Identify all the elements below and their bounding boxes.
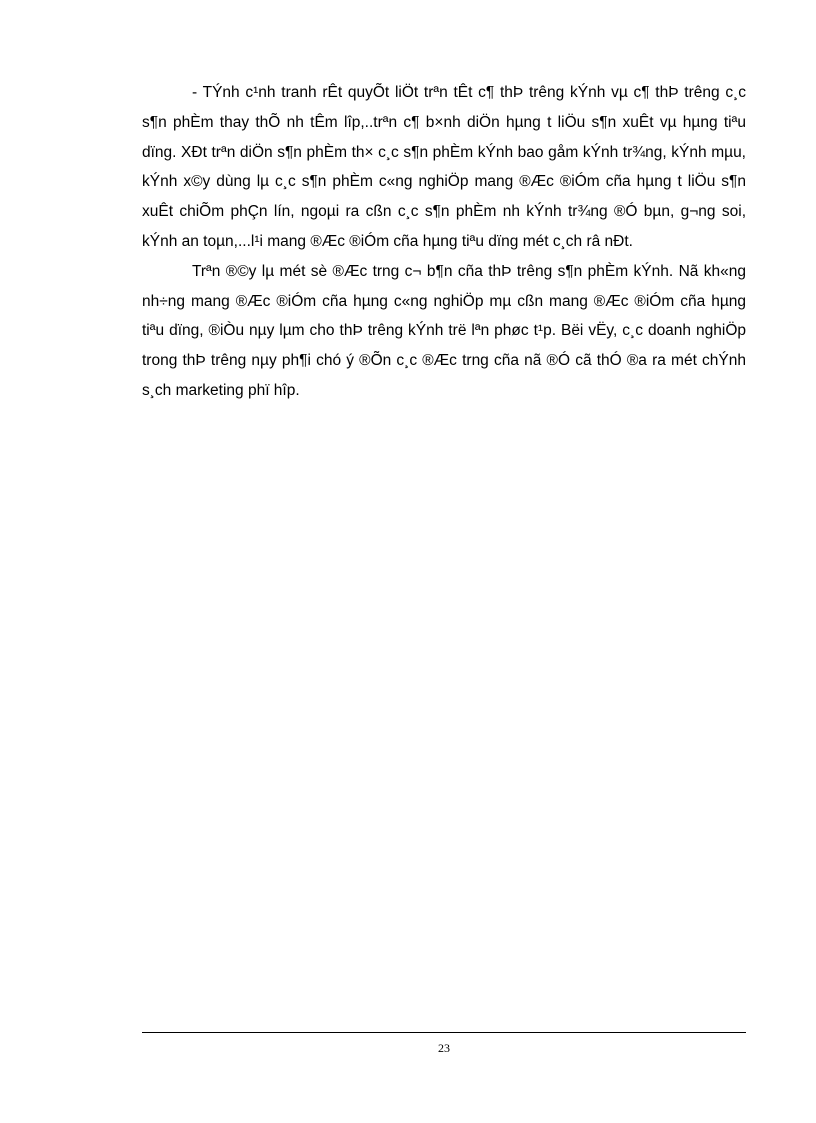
body-text	[142, 78, 746, 406]
paragraph: - TÝnh c¹nh tranh rÊt quyÕt liÖt trªn tÊt c¶ thÞ trêng kÝnh vµ c¶ thÞ trêng c¸c s¶n phÈm thay thÕ nh tÊm lîp,..trªn c¶ b×nh diÖn hµng t liÖu s¶n xuÊt vµ hµng tiªu dïng. XÐt trªn diÖn s¶n phÈm th× c¸c s¶n phÈm kÝnh bao gåm kÝnh tr¾ng, kÝnh mµu, kÝnh x©y dùng lµ c¸c s¶n phÈm c«ng nghiÖp mang ®Æc ®iÓm cña hµng t liÖu s¶n xuÊt chiÕm phÇn lín, ngoµi ra cßn c¸c s¶n phÈm nh kÝnh tr¾ng ®Ó bµn, g¬ng soi, kÝnh an toµn,...l¹i mang ®Æc ®iÓm cña hµng tiªu dïng mét c¸ch râ nÐt.	[142, 84, 746, 250]
paragraph: Trªn ®©y lµ mét sè ®Æc trng c¬ b¶n cña thÞ trêng s¶n phÈm kÝnh. Nã kh«ng nh÷ng mang ®Æc ®iÓm cña hµng c«ng nghiÖp mµ cßn mang ®Æc ®iÓm cña hµng tiªu dïng, ®iÒu nµy lµm cho thÞ trêng kÝnh trë lªn phøc t¹p. Bëi vËy, c¸c doanh nghiÖp trong thÞ trêng nµy ph¶i chó ý ®Õn c¸c ®Æc trng cña nã ®Ó cã thÓ ®a ra mét chÝnh s¸ch marketing phï hîp.	[142, 262, 746, 399]
footer-divider	[142, 1032, 746, 1033]
page-number: 23	[438, 1041, 450, 1055]
